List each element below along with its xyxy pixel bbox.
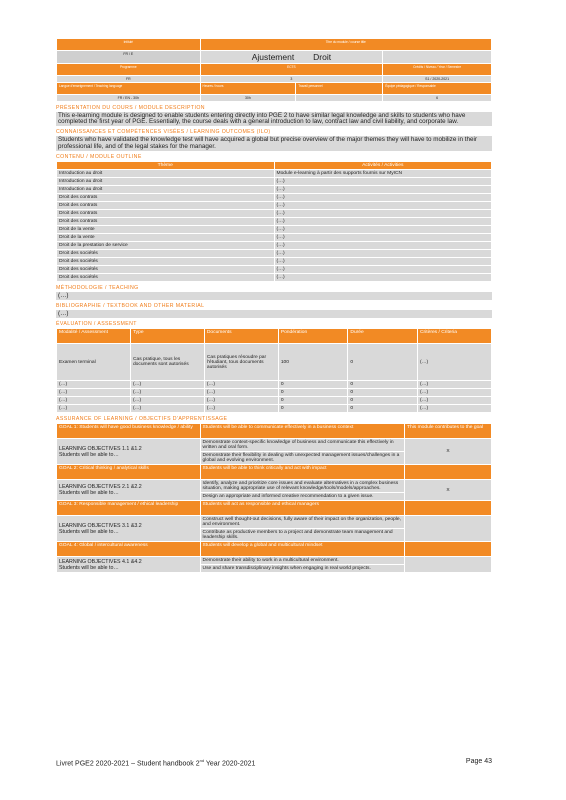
assessment-col-header: Critères / Criteria (418, 329, 492, 344)
assessment-cell: (…) (130, 397, 204, 405)
goal-header-cell: Students will act as responsible and ethical managers (200, 501, 404, 516)
contribution-mark (404, 557, 491, 573)
goal-header-row (57, 465, 492, 480)
outline-row (57, 257, 492, 265)
outline-activity: (…) (274, 257, 492, 265)
presentation-text: This e-learning module is designed to enable students entering directly into PGE 2 to have similar legal knowledge and skills to students who have completed the first year of PGE. Essentially, the course deals with a general introduction to law, contract law and civil liability, and corporate law. (56, 112, 492, 126)
assessment-cell: (…) (57, 381, 131, 389)
header-cell: Programme (57, 64, 201, 76)
outline-heading: CONTENU / MODULE OUTLINE (56, 153, 142, 160)
assessment-heading: ÉVALUATION / ASSESSMENT (56, 321, 137, 328)
learning-objective-item: Identify, analyze and prioritize core issues and evaluate alternatives in a complex business situation, making appropriate use of relevant knowledge/tools/models/approaches. (200, 480, 404, 493)
assessment-row (57, 405, 492, 413)
header-value: FR (57, 76, 201, 83)
presentation-heading: PRÉSENTATION DU COURS / MODULE DESCRIPTION (56, 105, 205, 111)
outline-row (57, 209, 492, 217)
outline-theme: Droit des contrats (57, 209, 275, 217)
outline-row (57, 177, 492, 185)
goal-header-row (57, 424, 492, 439)
outline-activity: Module e-learning à partir des supports fournis sur MyICN (274, 169, 492, 177)
header-cell: ECTS (200, 64, 383, 76)
assessment-cell: 0 (278, 381, 348, 389)
header-value: 6 (383, 95, 492, 102)
contribution-mark: X (404, 439, 491, 465)
assessment-row (57, 397, 492, 405)
outline-theme: Droit des sociétés (57, 249, 275, 257)
outline-theme: Droit des sociétés (57, 257, 275, 265)
outline-col-theme: Thème (57, 161, 275, 169)
outline-activity: (…) (274, 201, 492, 209)
outline-theme: Introduction au droit (57, 169, 275, 177)
header-table (56, 38, 492, 102)
outline-row (57, 193, 492, 201)
assessment-cell: 0 (348, 405, 418, 413)
assessment-cell: 0 (348, 397, 418, 405)
assessment-cell: (…) (204, 397, 278, 405)
learning-objective-item: Use and share transdisciplinary insights when engaging in real world projects. (200, 565, 404, 573)
outline-activity: (…) (274, 193, 492, 201)
learning-objective-row (57, 439, 492, 452)
header-value: FR / E (57, 51, 201, 64)
lo-title: LEARNING OBJECTIVES 3.1 &3.2 (59, 522, 142, 529)
learning-objective-row (57, 480, 492, 493)
goal-header-row (57, 501, 492, 516)
outline-theme: Droit de la vente (57, 233, 275, 241)
learning-objective-item: Demonstrate context-specific knowledge of business and communicate this effectively in written and oral form. (200, 439, 404, 452)
learning-outcomes-text: Students who have validated the knowledge test will have acquired a global but precise overview of the major themes they will have to mobilize in their professional life, and of the legal stakes for the manager. (56, 136, 492, 150)
page-footer (56, 758, 492, 767)
header-cell: Heures / hours (200, 83, 296, 95)
course-sheet (56, 38, 492, 573)
header-value: S1 / 2020-2021 (383, 76, 492, 83)
learning-objective-label (57, 516, 201, 542)
outline-theme: Introduction au droit (57, 185, 275, 193)
lo-title: LEARNING OBJECTIVES 4.1 &4.2 (59, 558, 142, 565)
outline-theme: Droit de la vente (57, 225, 275, 233)
learning-objective-label (57, 557, 201, 573)
outline-theme: Droit des sociétés (57, 265, 275, 273)
assessment-cell: 0 (348, 389, 418, 397)
outline-activity: (…) (274, 185, 492, 193)
learning-objective-label (57, 480, 201, 501)
goal-header-cell: GOAL 3: Responsible management / ethical leadership (57, 501, 201, 516)
lo-title: LEARNING OBJECTIVES 1.1 &1.2 (59, 445, 142, 452)
goal-header-cell: GOAL 1: Students will have good business knowledge / ability (57, 424, 201, 439)
assessment-cell: Examen terminal (57, 344, 131, 381)
header-value: FR / EN - 30h (57, 95, 201, 102)
lo-subtitle: Students will be able to… (59, 564, 119, 571)
assessment-row (57, 381, 492, 389)
lo-title: LEARNING OBJECTIVES 2.1 &2.2 (59, 484, 142, 491)
outline-row (57, 217, 492, 225)
assessment-cell: Cas pratiques résoudre par l'étudiant, tous documents autorisés (204, 344, 278, 381)
outline-row (57, 225, 492, 233)
outline-row (57, 185, 492, 193)
assessment-cell: (…) (418, 405, 492, 413)
outline-col-activities: Activités / Activities (274, 161, 492, 169)
footer-handbook-title: Livret PGE2 2020-2021 – Student handbook 2nd Year 2020-2021 (56, 758, 256, 768)
assessment-cell: (…) (57, 405, 131, 413)
assessment-cell: (…) (57, 389, 131, 397)
outline-theme: Droit de la prestation de service (57, 241, 275, 249)
assessment-col-header: Modalité / Assessment (57, 329, 131, 344)
goal-header-cell (404, 465, 491, 480)
header-cell: Titre du module / course title (200, 39, 491, 51)
assessment-cell: Cas pratique, tous les documents sont autorisés (130, 344, 204, 381)
outline-row (57, 233, 492, 241)
outline-theme: Droit des contrats (57, 193, 275, 201)
outline-theme: Droit des contrats (57, 201, 275, 209)
header-cell: Équipe pédagogique / Responsable (383, 83, 492, 95)
assessment-cell: 0 (278, 397, 348, 405)
assessment-cell: (…) (130, 381, 204, 389)
assessment-cell: (…) (130, 389, 204, 397)
outline-row (57, 273, 492, 281)
bibliography-heading: BIBLIOGRAPHIE / TEXTBOOK AND OTHER MATERIAL (56, 303, 205, 310)
learning-objective-item: Construct well thought-out decisions, fully aware of their impact on the organization, people, and environment. (200, 516, 404, 529)
assessment-cell: 100 (278, 344, 348, 381)
lo-subtitle: Students will be able to… (59, 451, 119, 458)
learning-objective-item: Contribute as productive members to a project and demonstrate team management and leadership skills. (200, 529, 404, 542)
assessment-cell: (…) (418, 397, 492, 405)
assessment-cell: 0 (278, 405, 348, 413)
outline-activity: (…) (274, 273, 492, 281)
goal-header-cell (404, 542, 491, 557)
assessment-col-header: Type (130, 329, 204, 344)
assessment-cell: (…) (418, 344, 492, 381)
goal-header-cell: This module contributes to the goal (404, 424, 491, 439)
learning-objective-item: Demonstrate their flexibility in dealing with unexpected management issues/challenges in a global and evolving environment. (200, 452, 404, 465)
assessment-col-header: Documents (204, 329, 278, 344)
assessment-col-header: Durée (348, 329, 418, 344)
assessment-cell: (…) (204, 381, 278, 389)
goal-header-cell: GOAL 4: Global / intercultural awareness (57, 542, 201, 557)
learning-objective-row (57, 516, 492, 529)
assessment-cell: (…) (57, 397, 131, 405)
header-cell: Langue d'enseignement / Teaching language (57, 83, 201, 95)
footer-page-number: Page 43 (465, 758, 492, 765)
contribution-mark (404, 516, 491, 542)
assessment-cell: 0 (348, 344, 418, 381)
goal-header-cell: Students will be able to think critically and act with impact (200, 465, 404, 480)
assurance-heading: ASSURANCE OF LEARNING / OBJECTIFS D'APPRENTISSAGE (56, 416, 228, 423)
outline-row (57, 169, 492, 177)
assessment-cell: (…) (130, 405, 204, 413)
goal-header-row (57, 542, 492, 557)
header-cell: Travail personnel (296, 83, 383, 95)
assessment-row (57, 389, 492, 397)
header-cell: Crédits / Niveau / Year / Semestre (383, 64, 492, 76)
lo-subtitle: Students will be able to… (59, 490, 119, 497)
learning-outcomes-heading: CONNAISSANCES ET COMPÉTENCES VISÉES / LEARNING OUTCOMES (ILO) (56, 129, 271, 136)
outline-activity: (…) (274, 249, 492, 257)
outline-activity: (…) (274, 241, 492, 249)
outline-row (57, 241, 492, 249)
header-value: 30h (200, 95, 296, 102)
lo-subtitle: Students will be able to… (59, 528, 119, 535)
assessment-cell: (…) (204, 405, 278, 413)
outline-row (57, 265, 492, 273)
learning-objective-row (57, 557, 492, 565)
header-cell: Intitulé (57, 39, 201, 51)
methodology-text: (…) (56, 292, 492, 300)
assessment-cell: 0 (348, 381, 418, 389)
assessment-cell: (…) (418, 389, 492, 397)
outline-activity: (…) (274, 217, 492, 225)
methodology-heading: MÉTHODOLOGIE / TEACHING (56, 284, 139, 291)
learning-objective-item: Design an appropriate and informed creative recommendation to a given issue. (200, 493, 404, 501)
outline-table (56, 161, 492, 282)
outline-activity: (…) (274, 209, 492, 217)
course-title: Ajustement Droit (200, 51, 383, 64)
assessment-row (57, 344, 492, 381)
outline-activity: (…) (274, 233, 492, 241)
outline-activity: (…) (274, 225, 492, 233)
learning-objective-item: Demonstrate their ability to work in a multicultural environment. (200, 557, 404, 565)
outline-activity: (…) (274, 265, 492, 273)
assurance-table (56, 423, 492, 573)
header-value: 3 (200, 76, 383, 83)
bibliography-text: (…) (56, 310, 492, 318)
assessment-cell: (…) (204, 389, 278, 397)
goal-header-cell: GOAL 2: Critical thinking / analytical skills (57, 465, 201, 480)
outline-activity: (…) (274, 177, 492, 185)
contribution-mark: X (404, 480, 491, 501)
learning-objective-label (57, 439, 201, 465)
outline-row (57, 201, 492, 209)
assessment-cell: 0 (278, 389, 348, 397)
outline-theme: Introduction au droit (57, 177, 275, 185)
assessment-col-header: Pondération (278, 329, 348, 344)
assessment-table (56, 328, 492, 413)
goal-header-cell: Students will develop a global and multicultural mindset (200, 542, 404, 557)
outline-theme: Droit des sociétés (57, 273, 275, 281)
goal-header-cell: Students will be able to communicate effectively in a business context (200, 424, 404, 439)
goal-header-cell (404, 501, 491, 516)
assessment-cell: (…) (418, 381, 492, 389)
outline-theme: Droit des contrats (57, 217, 275, 225)
outline-row (57, 249, 492, 257)
